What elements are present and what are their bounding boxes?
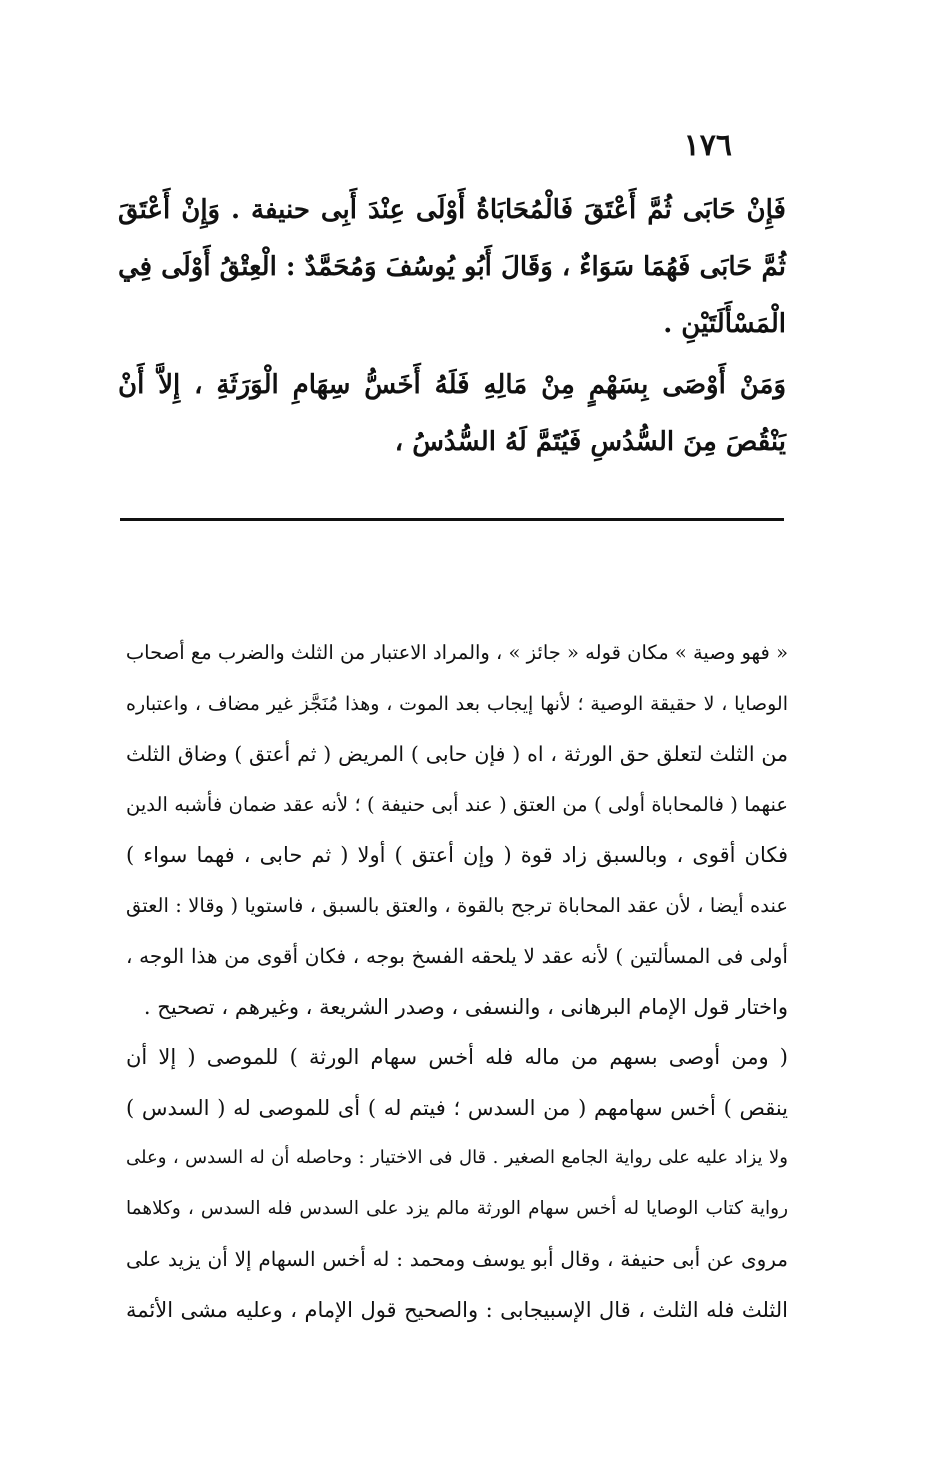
commentary-line: « فهو وصية » مكان قوله « جائز » ، والمراد الاعتبار من الثلث والضرب مع أصحاب [125, 641, 788, 664]
main-text [118, 182, 786, 471]
main-text-paragraph: فَإِنْ حَابَى ثُمَّ أَعْتَقَ فَالْمُحَابَاةُ أَوْلَى عِنْدَ أَبِى حنيفة . وَإِنْ أَعْتَقَ ثُمَّ حَابَى فَهُمَا سَوَاءٌ ، وَقَالَ أَبُو يُوسُفَ وَمُحَمَّدٌ : الْعِتْقُ أَوْلَى فِي الْمَسْأَلَتَيْنِ . [118, 195, 786, 339]
commentary-line: أولى فى المسألتين ) لأنه عقد لا يلحقه الفسخ بوجه ، فكان أقوى من هذا الوجه ، [126, 944, 788, 968]
commentary-line: من الثلث لتعلق حق الورثة ، اه ( فإن حابى ) المريض ( ثم أعتق ) وضاق الثلث [126, 742, 788, 766]
commentary-line: ولا يزاد عليه على رواية الجامع الصغير . قال فى الاختيار : وحاصله أن له السدس ، وعلى [126, 1147, 788, 1168]
commentary-line: عنهما ( فالمحاباة أولى ) من العتق ( عند أبى حنيفة ) ؛ لأنه عقد ضمان فأشبه الدين [126, 792, 788, 816]
commentary-line: الوصايا ، لا حقيقة الوصية ؛ لأنها إيجاب بعد الموت ، وهذا مُنَجَّز غير مضاف ، واعتباره [126, 692, 788, 715]
commentary-line: عنده أيضا ، لأن عقد المحاباة ترجح بالقوة ، والعتق بالسبق ، فاستويا ( وقالا : العتق [126, 893, 788, 917]
commentary-line: الثلث فله الثلث ، قال الإسبيجابى : والصحيح قول الإمام ، وعليه مشى الأئمة [126, 1297, 788, 1322]
commentary-line: فكان أقوى ، وبالسبق زاد قوة ( وإن أعتق ) أولا ( ثم حابى ، فهما سواء ) [126, 843, 788, 867]
commentary-line: واختار قول الإمام البرهانى ، والنسفى ، وصدر الشريعة ، وغيرهم ، تصحيح . [143, 994, 788, 1019]
main-text-paragraph: وَمَنْ أَوْصَى بِسَهْمٍ مِنْ مَالِهِ فَلَهُ أَخَسُّ سِهَامِ الْوَرَثَةِ ، إِلاَّ أَنْ يَنْقُصَ مِنَ السُّدُسِ فَيُتَمَّ لَهُ السُّدُسُ ، [118, 370, 786, 457]
commentary-line: رواية كتاب الوصايا له أخس سهام الورثة مالم يزد على السدس فله السدس ، وكلاهما [126, 1197, 788, 1219]
commentary-line: مروى عن أبى حنيفة ، وقال أبو يوسف ومحمد : له أخس السهام إلا أن يزيد على [126, 1247, 788, 1271]
footnote-divider [120, 518, 784, 521]
page-number: ١٧٦ [683, 128, 732, 163]
commentary-line: ينقص ) أخس سهامهم ( من السدس ؛ فيتم له ) أى للموصى له ( السدس ) [126, 1095, 788, 1120]
commentary-line: ( ومن أوصى بسهم من ماله فله أخس سهام الورثة ) للموصى ( إلا أن [126, 1045, 788, 1069]
commentary-text [126, 628, 788, 1335]
